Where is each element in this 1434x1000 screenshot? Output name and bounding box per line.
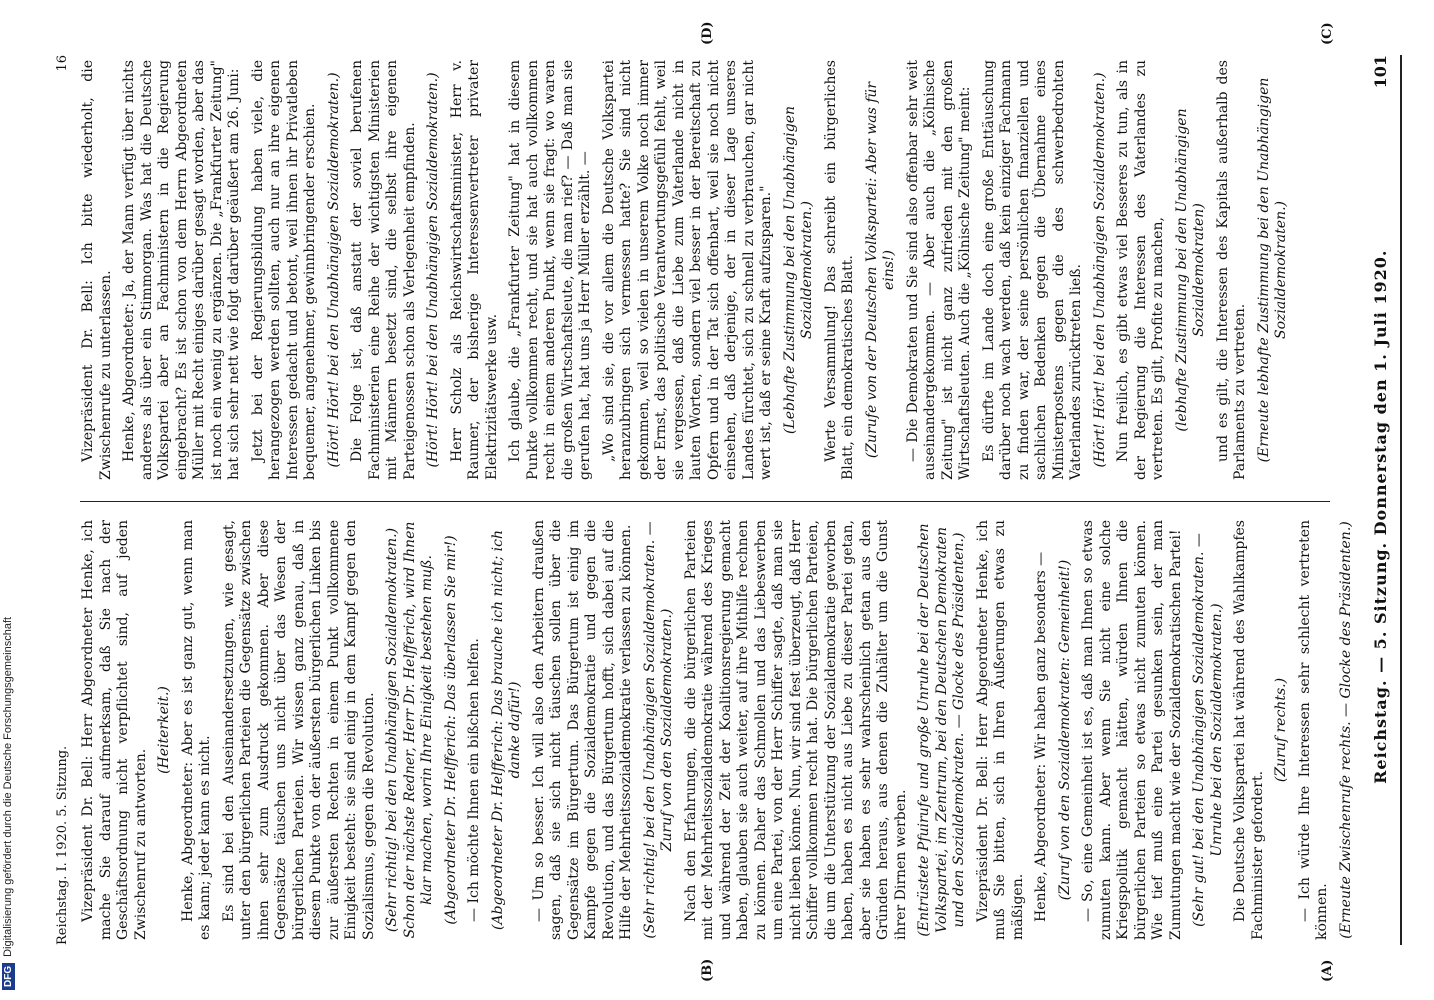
paragraph: Vizepräsident Dr. Bell: Ich bitte wiederholt, die Zwischenrufe zu unterlassen. bbox=[80, 60, 114, 480]
paragraph: Nach den Erfahrungen, die die bürgerlichen Parteien mit der Mehrheitssozialdemokratie während des Krieges und während der Zeit der Koalitionsregierung gemacht haben, glauben sie auch weiter, auf ihre Mithilfe rechnen zu können. Daher das Schmollen und das Liebeswerben um eine Partei, von der Herr Schiffer sagte, daß man sie nicht lieben könne. Nun, wir sind fest überzeugt, daß Herr Schiffer vollkommen recht hat. Die bürgerlichen Parteien, die um die Unterstützung der Sozialdemokratie geworben haben, haben es nicht aus Liebe zu dieser Partei getan, aber sie haben es sehr wahrscheinlich getan aus den Gründen heraus, aus denen die Zuhälter um die Gunst ihrer Dirnen werben. bbox=[682, 520, 909, 940]
footer-sheet-number: 16 bbox=[55, 55, 70, 72]
paragraph: (Erneute Zwischenrufe rechts. — Glocke des Präsidenten.) bbox=[1337, 521, 1354, 939]
paragraph: Vizepräsident Dr. Bell: Herr Abgeordneter Henke, ich muß Sie bitten, sich in Ihren Äußerungen etwas zu mäßigen. bbox=[974, 520, 1026, 940]
paragraph: (Heiterkeit.) bbox=[156, 686, 172, 774]
paragraph: (Sehr richtig! bei den Unabhängigen Sozialdemokraten. — Zuruf von den Sozialdemokraten.) bbox=[641, 521, 675, 939]
paragraph: und es gilt, die Interessen des Kapitals außerhalb des Parlaments zu vertreten. bbox=[1214, 60, 1248, 480]
paragraph: Henke, Abgeordneter: Ja, der Mann verfügt über nichts anderes als über ein Stimmorgan. Was hat die Deutsche Volkspartei aber an Fachministern in die Regierung eingebracht? Es ist schon von dem Herrn Abgeordneten Müller mit Recht einiges darüber gesagt worden, aber das ist noch ein wenig zu ergänzen. Die „Frankfurter Zeitung" hat sich sehr nett wie folgt darüber geäußert am 26. Juni: bbox=[121, 60, 242, 480]
paragraph: (Abgeordneter Dr. Helfferich: Das brauche ich nicht; ich danke dafür!) bbox=[489, 530, 523, 930]
left-column bbox=[80, 520, 1354, 940]
footer-label: Reichstag. I. 1920. 5. Sitzung. bbox=[55, 745, 70, 945]
paragraph: (Hört! Hört! bei den Unabhängigen Sozialdemokraten.) bbox=[1091, 72, 1108, 468]
paragraph: Werte Versammlung! Das schreibt ein bürgerliches Blatt, ein demokratisches Blatt. bbox=[822, 60, 856, 480]
margin-mark-d: (D) bbox=[700, 21, 715, 45]
paragraph: Jetzt bei der Regierungsbildung haben viele, die herangezogen werden sollten, auch nur an ihre eigenen Interessen gedacht und betont, weil ihnen ihr Privatleben bequemer, angenehmer, gewinnbringender erschien. bbox=[249, 60, 318, 480]
digitization-credit bbox=[2, 430, 15, 990]
paragraph: — Die Demokraten und Sie sind also offenbar sehr weit auseinandergekommen. — Aber auch die „Kölnische Zeitung" ist nicht ganz zufrieden mit den großen Wirtschaftsleuten. Auch die „Kölnische Zeitung" meint: bbox=[904, 60, 973, 480]
header-title: Reichstag. — 5. Sitzung. Donnerstag den 1. Juli 1920. bbox=[1370, 249, 1390, 784]
paragraph: Henke, Abgeordneter: Wir haben ganz besonders — bbox=[1033, 551, 1049, 922]
paragraph: (Zuruf rechts.) bbox=[1273, 677, 1289, 783]
column-divider bbox=[80, 501, 1330, 502]
margin-mark-c: (C) bbox=[1320, 22, 1335, 45]
paragraph: (lebhafte Zustimmung bei den Unabhängigen Sozialdemokraten) bbox=[1173, 108, 1207, 432]
paragraph: (Zurufe von der Deutschen Volkspartei: Aber was für eins!) bbox=[863, 81, 897, 459]
paragraph: Es sind bei den Auseinandersetzungen, wie gesagt, unter den bürgerlichen Parteien die Gegensätze zwischen ihnen sehr zum Ausdruck gekommen. Aber diese Gegensätze täuschen uns nicht über das Wesen der bürgerlichen Parteien. Wir wissen ganz genau, daß in diesem Punkte von der äußersten bürgerlichen Linken bis zur äußersten Rechten in einem Punkt vollkommene Einigkeit besteht: sie sind einig in dem Kampf gegen den Sozialismus, gegen die Revolution. bbox=[220, 520, 377, 940]
paragraph: (Entrüstete Pfuirufe und große Unruhe bei der Deutschen Volkspartei, im Zentrum, bei den Deutschen Demokraten und den Sozialdemokraten. — Glocke des Präsidenten.) bbox=[916, 523, 967, 937]
dfg-logo-icon: DFG bbox=[2, 963, 15, 990]
paragraph: Die Deutsche Volkspartei hat während des Wahlkampfes Fachminister gefordert. bbox=[1232, 520, 1266, 940]
paragraph: Herr Scholz als Reichswirtschaftsminister, Herr v. Raumer, der bisherige Interessenvertreter privater Elektrizitätswerke usw. bbox=[448, 60, 500, 480]
paragraph: Nun freilich, es gibt etwas viel Besseres zu tun, als in der Regierung die Interessen des Vaterlandes zu vertreten. Es gilt, Profite zu machen, bbox=[1115, 60, 1166, 480]
right-column bbox=[80, 60, 1330, 480]
paragraph: (Abgeordneter Dr. Helfferich: Das überlassen Sie mir!) bbox=[442, 535, 459, 925]
paragraph: Es dürfte im Lande doch eine große Enttäuschung darüber noch wach werden, daß kein einziger Fachmann zu finden war, der seine persönlichen finanziellen und sachlichen Bedenken gegen die Übernahme eines Ministerpostens gegen die des schwerbedrohten Vaterlandes zurücktreten ließ. bbox=[980, 60, 1084, 480]
page-footer bbox=[50, 55, 75, 945]
paragraph: (Erneute lebhafte Zustimmung bei den Unabhängigen Sozialdemokraten.) bbox=[1255, 77, 1289, 463]
paragraph: (Hört! Hört! bei den Unabhängigen Sozialdemokraten.) bbox=[325, 72, 342, 468]
paragraph: (Lebhafte Zustimmung bei den Unabhängigen Sozialdemokraten.) bbox=[781, 105, 815, 435]
paragraph: — Um so besser. Ich will also den Arbeitern draußen sagen, daß sie sich nicht täuschen sollen über die Gegensätze im Bürgertum. Das Bürgertum ist einig im Kampfe gegen die Sozialdemokratie und gegen die Revolution, und das Bürgertum hofft, sich dabei auf die Hilfe der Mehrheitssozialdemokratie verlassen zu können. bbox=[530, 520, 634, 940]
paragraph: (Sehr gut! bei den Unabhängigen Sozialdemokraten. — Unruhe bei den Sozialdemokraten.) bbox=[1191, 533, 1225, 927]
page-header bbox=[1360, 55, 1402, 945]
margin-mark-a: (A) bbox=[1320, 959, 1335, 982]
paragraph: Henke, Abgeordneter: Aber es ist ganz gut, wenn man es kann; jeder kann es nicht. bbox=[179, 520, 213, 940]
page-number: 101 bbox=[1370, 55, 1390, 89]
margin-mark-b: (B) bbox=[700, 958, 715, 982]
paragraph: — Ich möchte Ihnen ein bißchen helfen. bbox=[466, 638, 482, 922]
paragraph: — Ich würde Ihre Interessen sehr schlecht vertreten können. bbox=[1296, 520, 1330, 940]
paragraph: Ich glaube, die „Frankfurter Zeitung" hat in diesem Punkte vollkommen recht, und sie hat auch vollkommen recht in einem anderen Punkt, wenn sie fragt: wo waren die großen Wirtschaftsleute, die man rief? — Daß man sie gerufen hat, hat uns ja Herr Müller erzählt. — bbox=[507, 60, 593, 480]
paragraph: Die Folge ist, daß anstatt der soviel berufenen Fachministerien eine Reihe der wichtigsten Ministerien mit Männern besetzt sind, die selbst ihre eigenen Parteigenossen schon als Verlegenheit empfinden. bbox=[349, 60, 418, 480]
paragraph: (Sehr richtig! bei den Unabhängigen Sozialdemokraten.) Schon der nächste Redner, Herr Dr. Helfferich, wird Ihnen klar machen, worin Ihre Einigkeit bestehen muß. bbox=[384, 521, 435, 939]
paragraph: — So, eine Gemeinheit ist es, daß man Ihnen so etwas zumuten kann. Aber wenn Sie nicht eine solche Kriegspolitik gemacht hätten, würden Ihnen die bürgerlichen Parteien so etwas nicht zumuten können. Wie tief muß eine Partei gesunken sein, der man Zumutungen macht wie der Sozialdemokratischen Partei! bbox=[1080, 520, 1184, 940]
credit-text: Digitalisierung gefördert durch die Deutsche Forschungsgemeinschaft bbox=[2, 616, 14, 957]
paragraph: (Zuruf von den Sozialdemokraten: Gemeinheit!) bbox=[1056, 559, 1073, 901]
paragraph: „Wo sind sie, die vor allem die Deutsche Volkspartei heranzubringen sich vermessen hatte? Sie sind nicht gekommen, weil so vielen in unserem Volke noch immer der Ernst, das politische Verantwortungsgefühl fehlt, weil sie vergessen, daß die Liebe zum Vaterlande nicht in lauten Worten, sondern viel besser in der Bereitschaft zu Opfern und in der Tat sich offenbart, weil sie noch nicht einsehen, daß derjenige, der in dieser Lage unseres Landes fürchtet, sich zu schnell zu verbrauchen, gar nicht wert ist, daß er seine Kraft aufzusparen." bbox=[600, 60, 774, 480]
paragraph: Vizepräsident Dr. Bell: Herr Abgeordneter Henke, ich mache Sie darauf aufmerksam, daß Sie nach der Geschäftsordnung nicht verpflichtet sind, auf jeden Zwischenruf zu antworten. bbox=[80, 520, 149, 940]
paragraph: (Hört! Hört! bei den Unabhängigen Sozialdemokraten.) bbox=[425, 72, 441, 468]
